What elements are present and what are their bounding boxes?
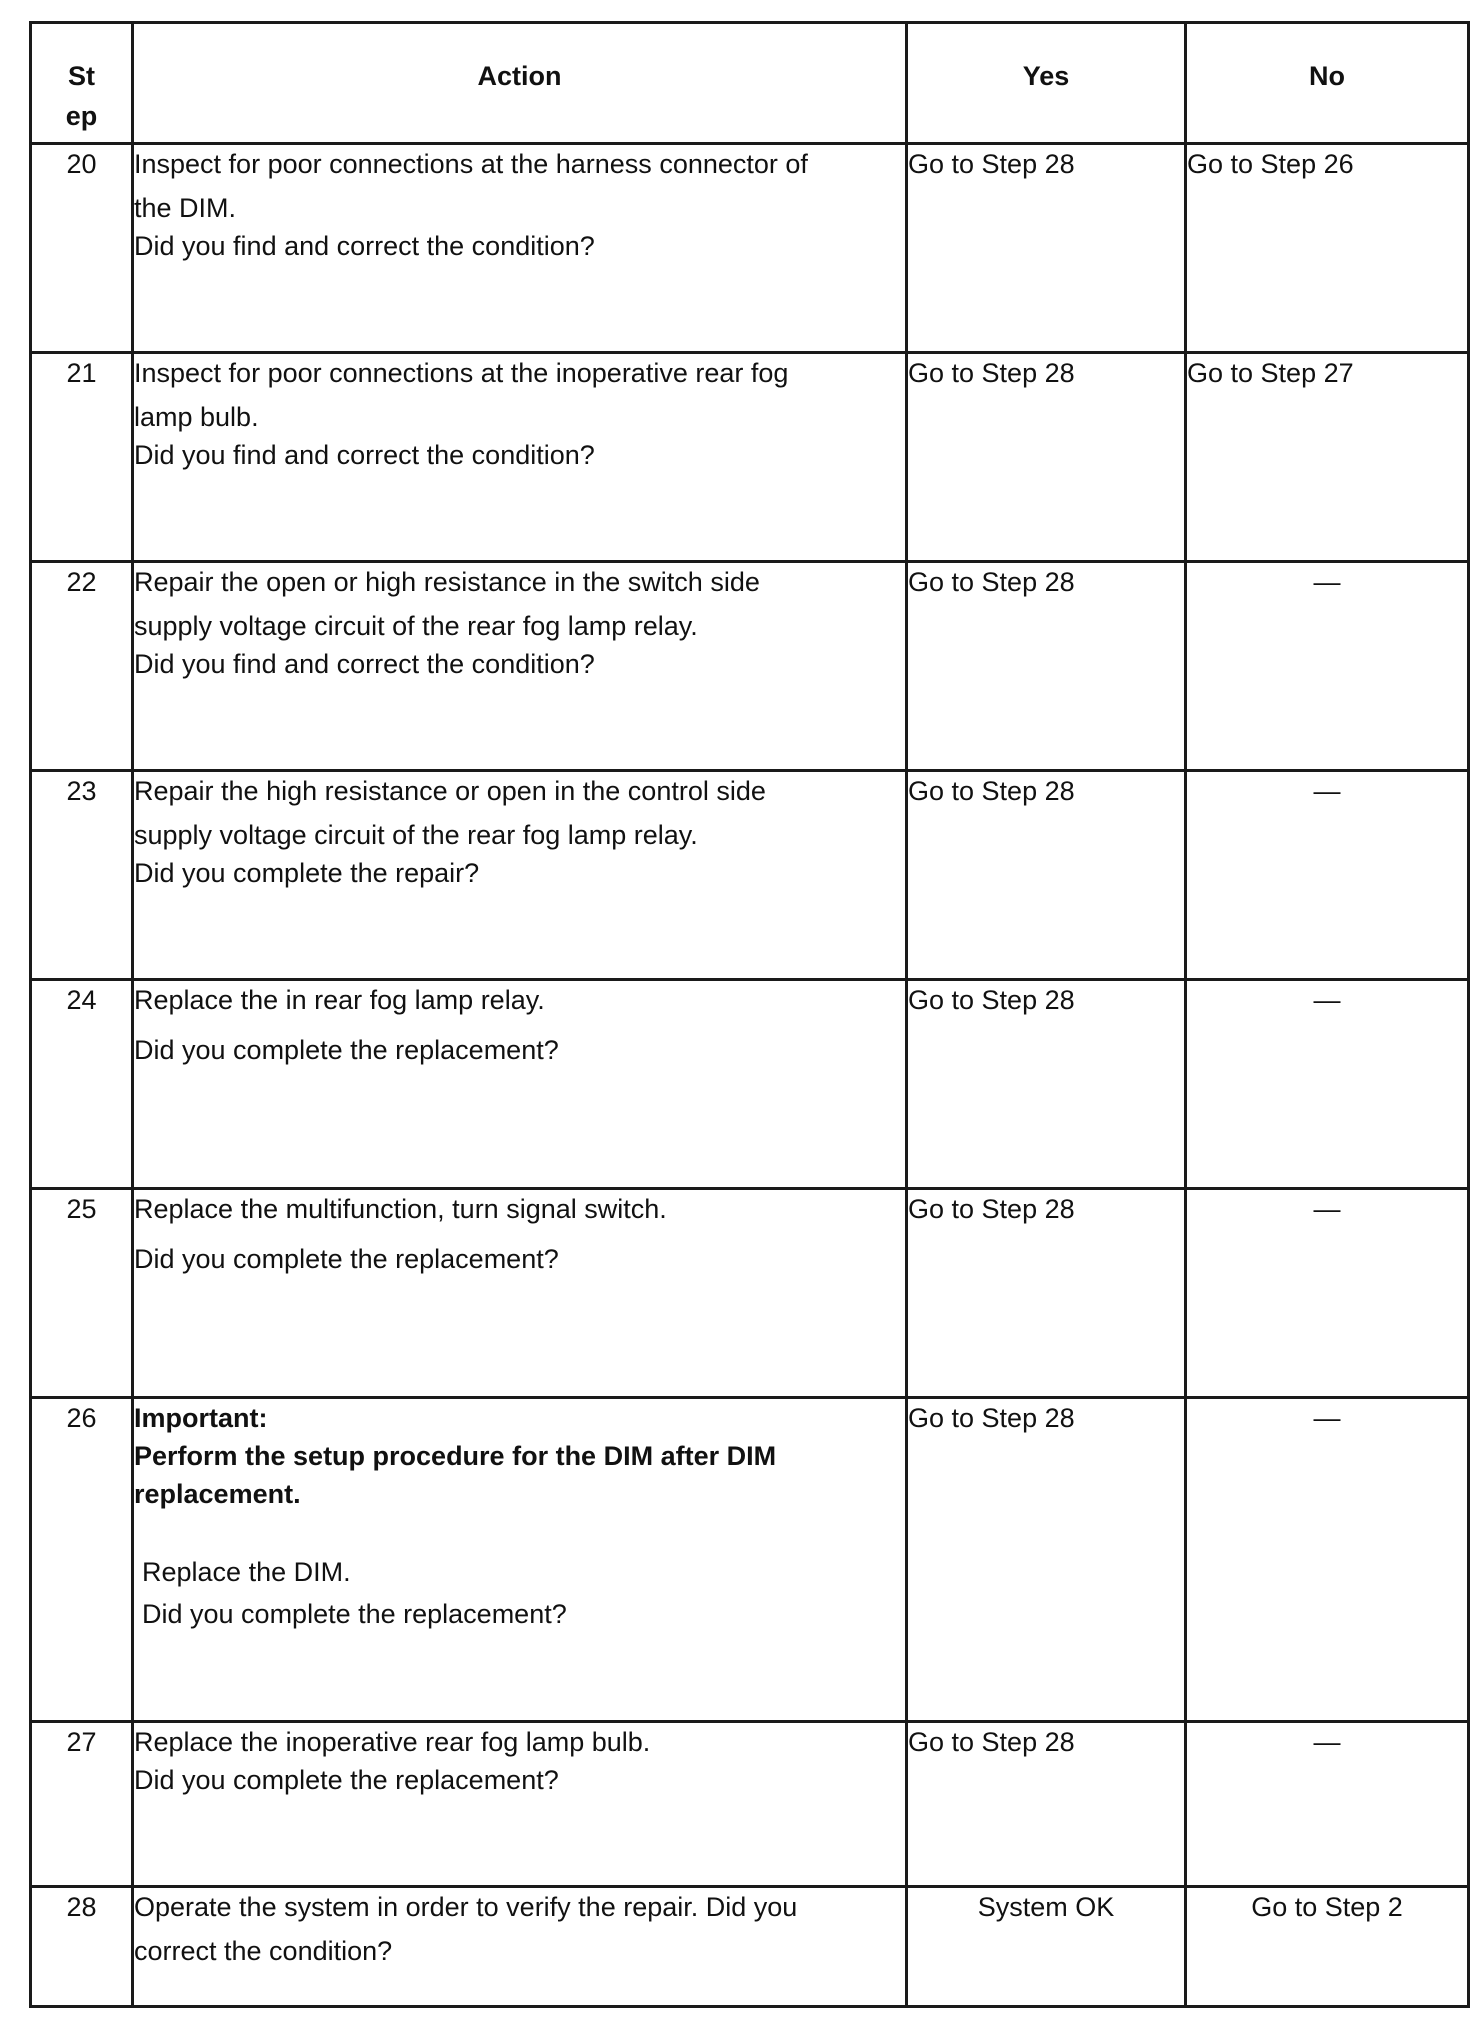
action-line: Inspect for poor connections at the inoperative rear fog bbox=[134, 358, 789, 388]
header-row bbox=[31, 23, 1469, 144]
action-line: Did you complete the repair? bbox=[134, 858, 480, 888]
header-step: St ep bbox=[31, 23, 133, 144]
action-line: Did you find and correct the condition? bbox=[134, 231, 595, 261]
action-line: the DIM. bbox=[134, 193, 237, 223]
diagnostic-table bbox=[29, 21, 1470, 2008]
action-line: lamp bulb. bbox=[134, 402, 259, 432]
action-cell bbox=[133, 353, 907, 562]
no-result: — bbox=[1186, 980, 1469, 1189]
step-number: 24 bbox=[31, 980, 133, 1189]
action-line: Did you find and correct the condition? bbox=[134, 440, 595, 470]
no-result: — bbox=[1186, 1398, 1469, 1722]
action-line: Did you complete the replacement? bbox=[134, 1765, 559, 1795]
table-row bbox=[31, 771, 1469, 980]
table-row bbox=[31, 144, 1469, 353]
step-number: 22 bbox=[31, 562, 133, 771]
important-label: Important: bbox=[134, 1403, 268, 1433]
action-line: Did you find and correct the condition? bbox=[134, 649, 595, 679]
no-result: Go to Step 27 bbox=[1186, 353, 1469, 562]
yes-result: Go to Step 28 bbox=[907, 144, 1186, 353]
no-result: Go to Step 2 bbox=[1186, 1887, 1469, 2007]
action-cell bbox=[133, 771, 907, 980]
header-yes: Yes bbox=[907, 23, 1186, 144]
step-number: 23 bbox=[31, 771, 133, 980]
action-line: Operate the system in order to verify the repair. Did you bbox=[134, 1892, 798, 1922]
action-line: Did you complete the replacement? bbox=[142, 1599, 567, 1629]
action-line: supply voltage circuit of the rear fog lamp relay. bbox=[134, 820, 698, 850]
no-result: Go to Step 26 bbox=[1186, 144, 1469, 353]
header-action: Action bbox=[133, 23, 907, 144]
action-cell bbox=[133, 1189, 907, 1398]
action-line: Replace the multifunction, turn signal switch. bbox=[134, 1194, 667, 1224]
table-row bbox=[31, 562, 1469, 771]
yes-result: Go to Step 28 bbox=[907, 1398, 1186, 1722]
table-row bbox=[31, 980, 1469, 1189]
action-line: Repair the open or high resistance in the switch side bbox=[134, 567, 760, 597]
action-line: Replace the DIM. bbox=[142, 1557, 351, 1587]
important-note: replacement. bbox=[134, 1479, 301, 1509]
action-line: Repair the high resistance or open in the control side bbox=[134, 776, 766, 806]
table-row bbox=[31, 1189, 1469, 1398]
yes-result: Go to Step 28 bbox=[907, 771, 1186, 980]
step-number: 21 bbox=[31, 353, 133, 562]
table-row bbox=[31, 353, 1469, 562]
step-number: 28 bbox=[31, 1887, 133, 2007]
action-line: Inspect for poor connections at the harness connector of bbox=[134, 149, 808, 179]
step-number: 25 bbox=[31, 1189, 133, 1398]
yes-result: Go to Step 28 bbox=[907, 353, 1186, 562]
action-cell bbox=[133, 980, 907, 1189]
action-line: Did you complete the replacement? bbox=[134, 1035, 559, 1065]
important-note: Perform the setup procedure for the DIM after DIM bbox=[134, 1441, 777, 1471]
action-cell bbox=[133, 562, 907, 771]
header-no: No bbox=[1186, 23, 1469, 144]
table-row bbox=[31, 1887, 1469, 2007]
yes-result: Go to Step 28 bbox=[907, 1722, 1186, 1887]
action-cell bbox=[133, 1722, 907, 1887]
step-number: 20 bbox=[31, 144, 133, 353]
table-row bbox=[31, 1398, 1469, 1722]
yes-result: Go to Step 28 bbox=[907, 980, 1186, 1189]
no-result: — bbox=[1186, 1189, 1469, 1398]
table-row bbox=[31, 1722, 1469, 1887]
action-line: Replace the inoperative rear fog lamp bulb. bbox=[134, 1727, 651, 1757]
step-number: 27 bbox=[31, 1722, 133, 1887]
action-cell bbox=[133, 1887, 907, 2007]
action-cell bbox=[133, 144, 907, 353]
yes-result: Go to Step 28 bbox=[907, 562, 1186, 771]
action-cell bbox=[133, 1398, 907, 1722]
step-number: 26 bbox=[31, 1398, 133, 1722]
action-line: Did you complete the replacement? bbox=[134, 1244, 559, 1274]
action-line: supply voltage circuit of the rear fog lamp relay. bbox=[134, 611, 698, 641]
yes-result: System OK bbox=[907, 1887, 1186, 2007]
no-result: — bbox=[1186, 1722, 1469, 1887]
yes-result: Go to Step 28 bbox=[907, 1189, 1186, 1398]
action-line: correct the condition? bbox=[134, 1936, 393, 1966]
action-line: Replace the in rear fog lamp relay. bbox=[134, 985, 545, 1015]
no-result: — bbox=[1186, 562, 1469, 771]
no-result: — bbox=[1186, 771, 1469, 980]
